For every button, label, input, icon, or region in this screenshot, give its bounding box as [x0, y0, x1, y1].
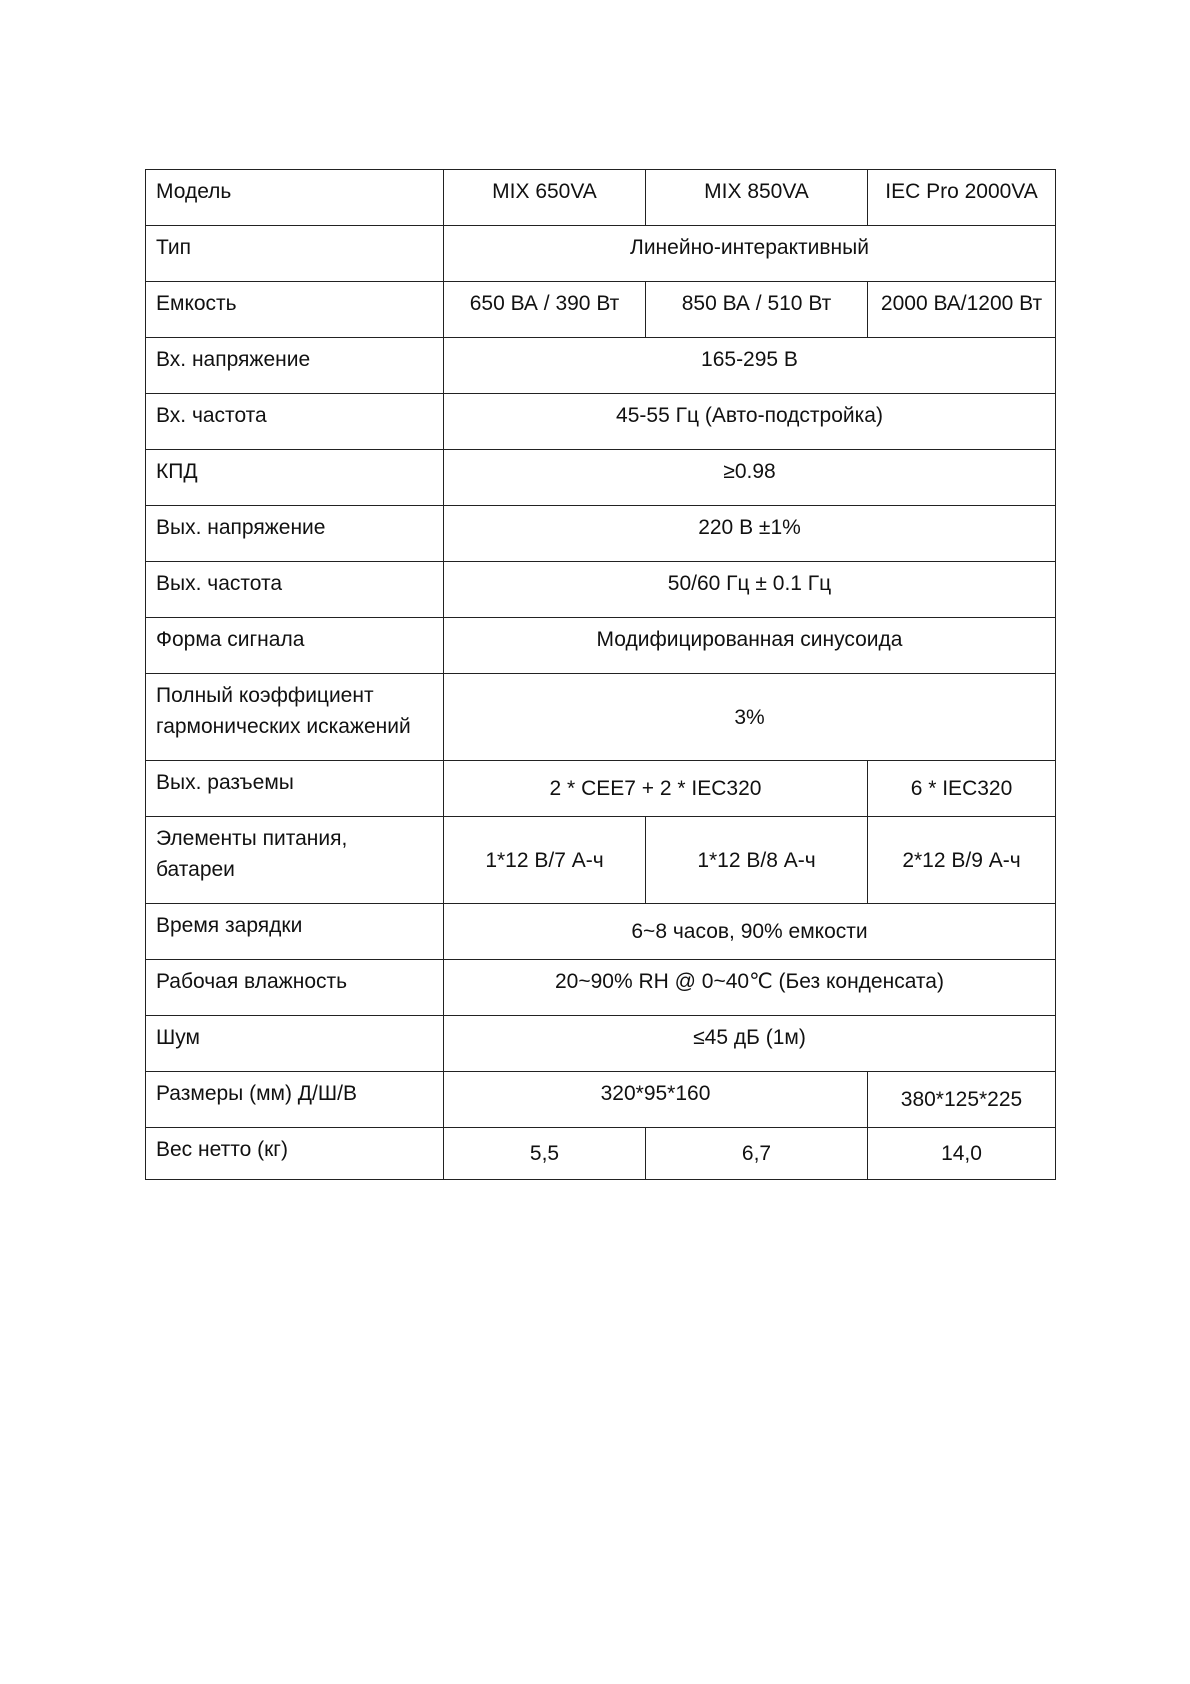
header-iec2000: IEC Pro 2000VA — [868, 170, 1056, 226]
cell-value: 2 * CEE7 + 2 * IEC320 — [444, 761, 868, 817]
row-humidity — [146, 960, 1056, 1016]
row-value: Модифицированная синусоида — [444, 618, 1056, 674]
header-model-label: Модель — [146, 170, 444, 226]
cell-value: 380*125*225 — [868, 1072, 1056, 1128]
header-mix850: MIX 850VA — [646, 170, 868, 226]
row-label: Вых. частота — [146, 562, 444, 618]
cell-value: 650 ВА / 390 Вт — [444, 282, 646, 338]
row-label: КПД — [146, 450, 444, 506]
row-out-frequency — [146, 562, 1056, 618]
cell-value: 6,7 — [646, 1128, 868, 1180]
row-value: 50/60 Гц ± 0.1 Гц — [444, 562, 1056, 618]
row-type — [146, 226, 1056, 282]
cell-value: 2000 ВА/1200 Вт — [868, 282, 1056, 338]
row-label-line: гармонических искажений — [156, 715, 411, 738]
row-label: Вых. напряжение — [146, 506, 444, 562]
row-in-voltage — [146, 338, 1056, 394]
row-label — [146, 817, 444, 904]
row-value: 20~90% RH @ 0~40℃ (Без конденсата) — [444, 960, 1056, 1016]
cell-value: 5,5 — [444, 1128, 646, 1180]
row-value: 165-295 В — [444, 338, 1056, 394]
row-in-frequency — [146, 394, 1056, 450]
row-label: Форма сигнала — [146, 618, 444, 674]
row-outlets — [146, 761, 1056, 817]
row-value: Линейно-интерактивный — [444, 226, 1056, 282]
row-label: Вес нетто (кг) — [146, 1128, 444, 1180]
row-thd — [146, 674, 1056, 761]
cell-value: 850 ВА / 510 Вт — [646, 282, 868, 338]
row-label: Размеры (мм) Д/Ш/В — [146, 1072, 444, 1128]
row-out-voltage — [146, 506, 1056, 562]
row-noise — [146, 1016, 1056, 1072]
cell-value: 320*95*160 — [444, 1072, 868, 1128]
row-label: Рабочая влажность — [146, 960, 444, 1016]
row-dimensions — [146, 1072, 1056, 1128]
row-value: ≥0.98 — [444, 450, 1056, 506]
row-label: Шум — [146, 1016, 444, 1072]
row-waveform — [146, 618, 1056, 674]
row-label: Вых. разъемы — [146, 761, 444, 817]
header-mix650: MIX 650VA — [444, 170, 646, 226]
cell-value: 2*12 В/9 А-ч — [868, 817, 1056, 904]
row-weight — [146, 1128, 1056, 1180]
row-label: Вх. напряжение — [146, 338, 444, 394]
row-battery — [146, 817, 1056, 904]
row-value: 45-55 Гц (Авто-подстройка) — [444, 394, 1056, 450]
row-capacity — [146, 282, 1056, 338]
row-label: Емкость — [146, 282, 444, 338]
cell-value: 1*12 В/7 А-ч — [444, 817, 646, 904]
row-label: Вх. частота — [146, 394, 444, 450]
spec-table — [145, 169, 1056, 1180]
row-value: 6~8 часов, 90% емкости — [444, 904, 1056, 960]
row-charge-time — [146, 904, 1056, 960]
cell-value: 1*12 В/8 А-ч — [646, 817, 868, 904]
row-label: Тип — [146, 226, 444, 282]
row-value: ≤45 дБ (1м) — [444, 1016, 1056, 1072]
row-efficiency — [146, 450, 1056, 506]
cell-value: 14,0 — [868, 1128, 1056, 1180]
row-label-line: Полный коэффициент — [156, 684, 374, 707]
row-label-line: батареи — [156, 858, 235, 881]
cell-value: 6 * IEC320 — [868, 761, 1056, 817]
row-value: 220 В ±1% — [444, 506, 1056, 562]
row-label-line: Элементы питания, — [156, 827, 348, 850]
row-label: Время зарядки — [146, 904, 444, 960]
row-label — [146, 674, 444, 761]
row-value: 3% — [444, 674, 1056, 761]
row-model — [146, 170, 1056, 226]
